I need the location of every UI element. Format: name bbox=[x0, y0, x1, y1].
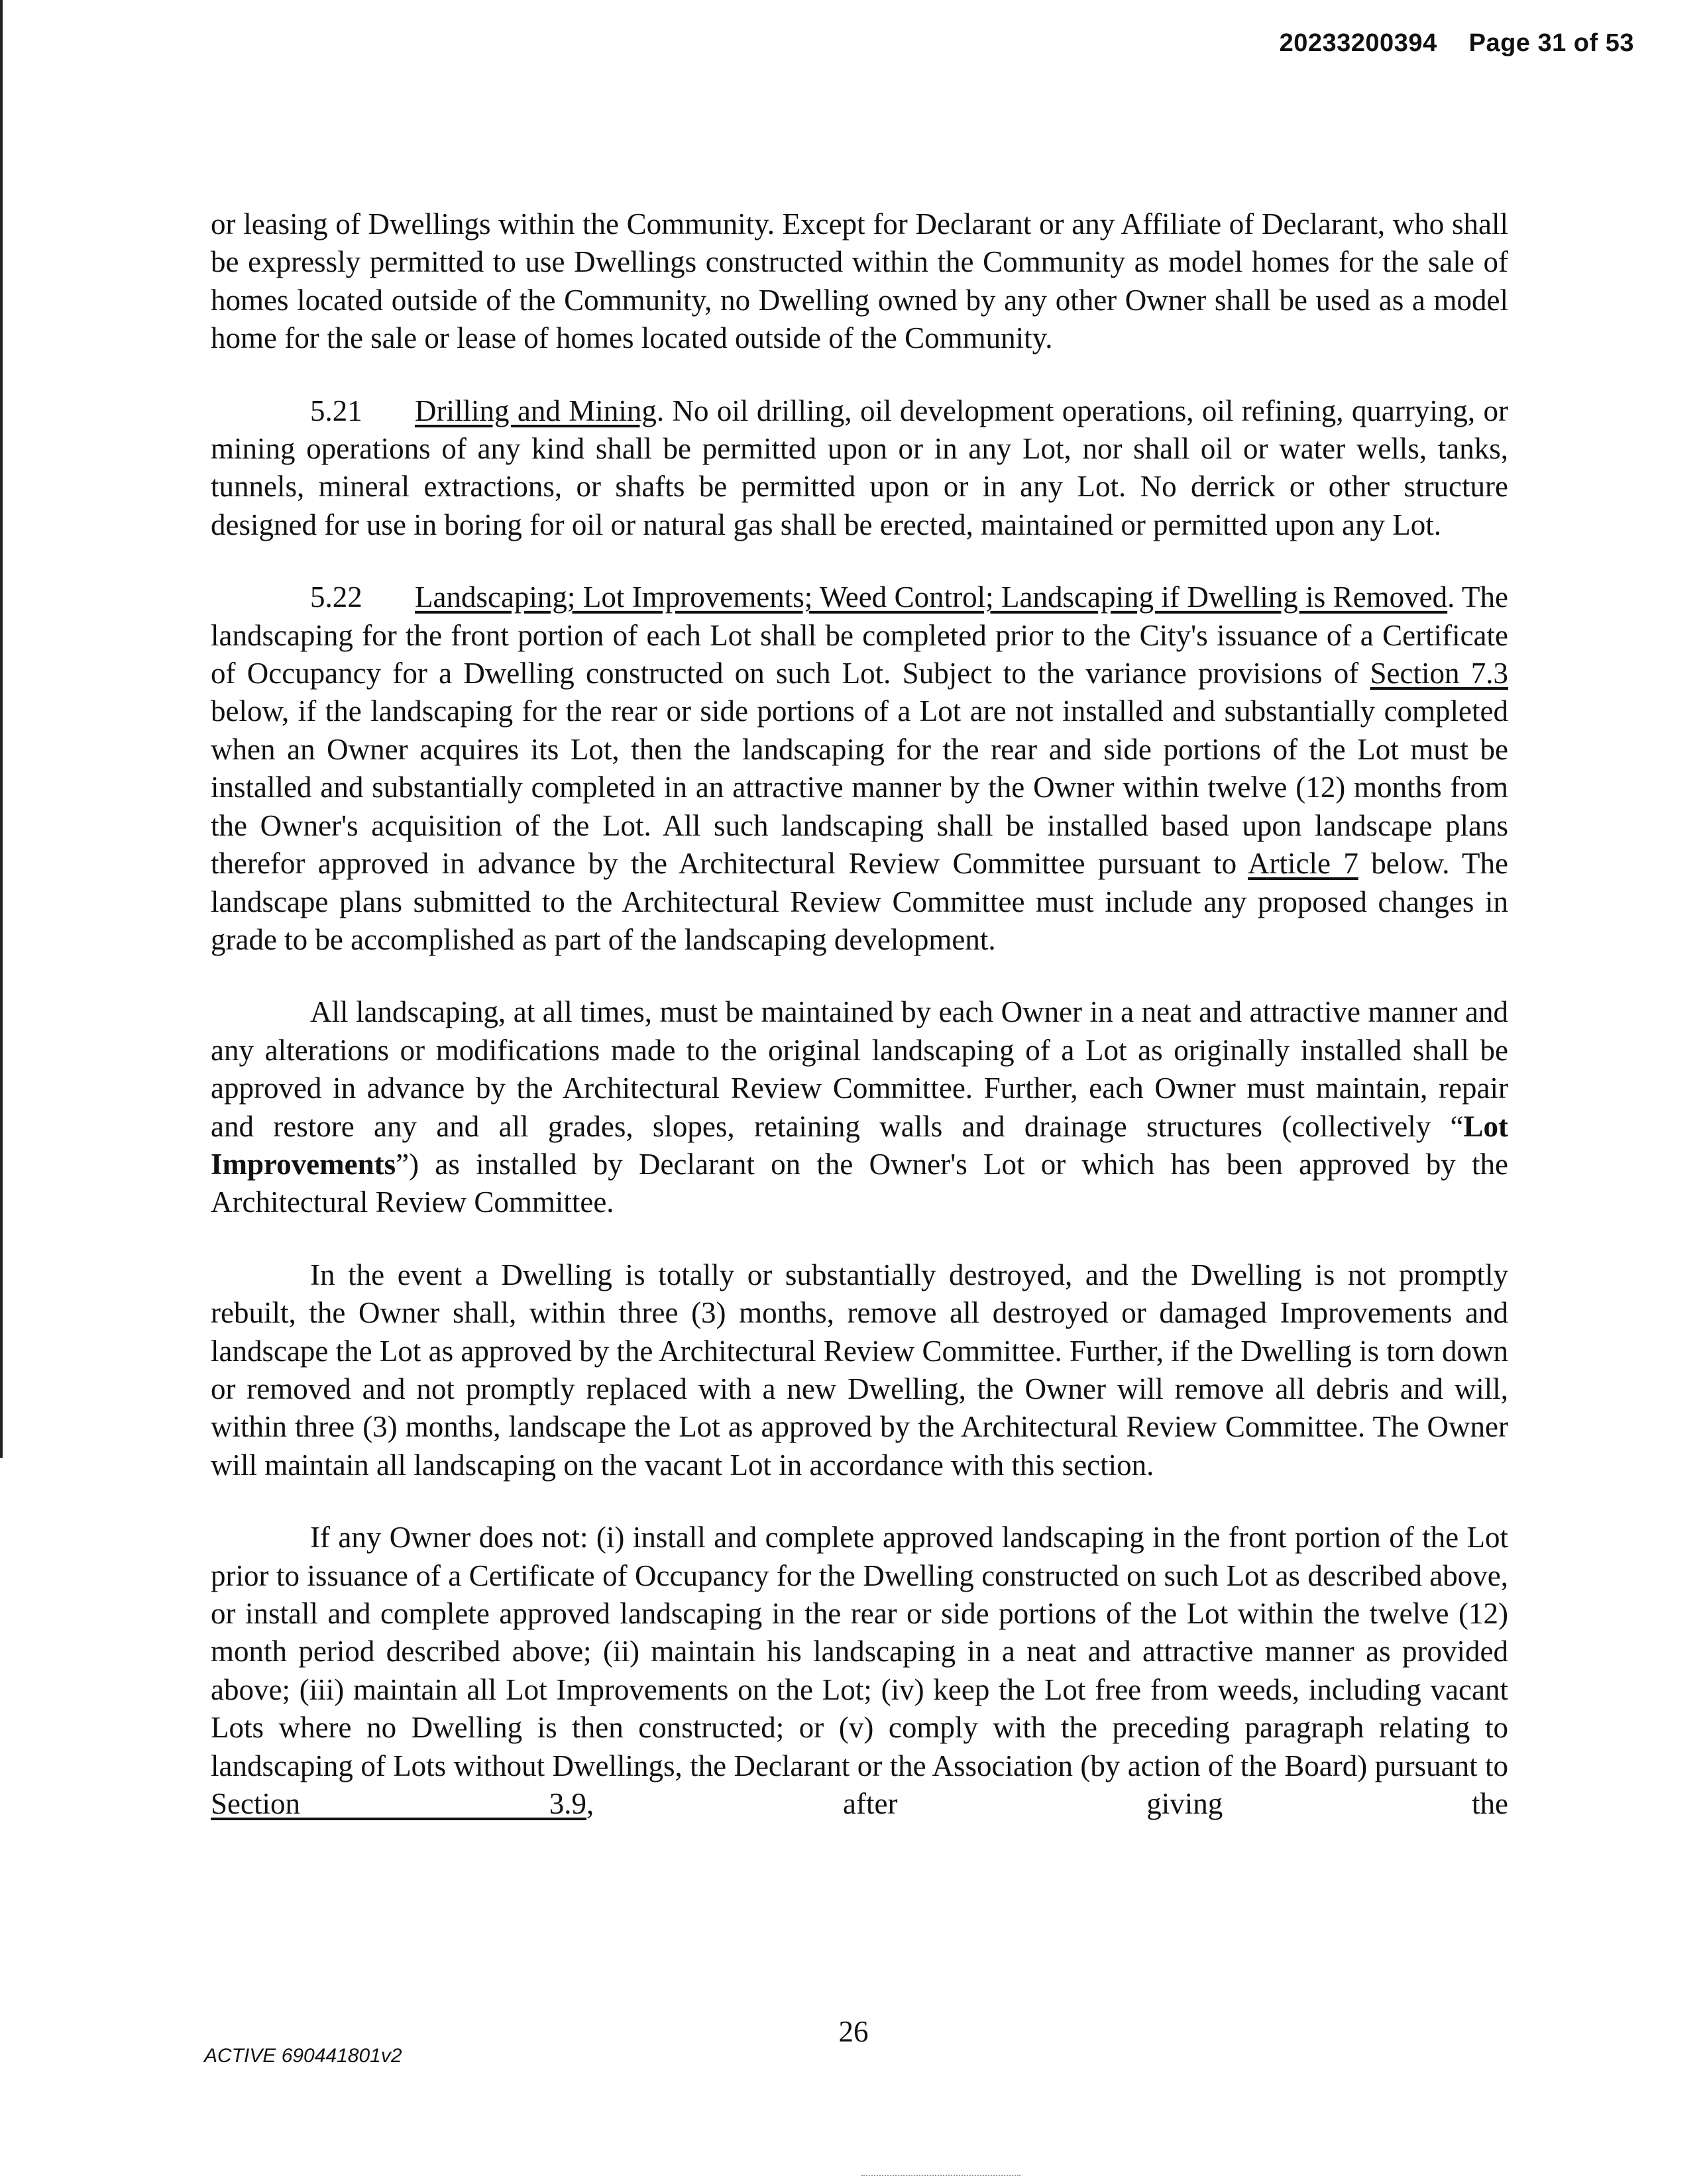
document-body bbox=[211, 205, 1508, 1823]
defined-term: Lot Improvements bbox=[211, 1109, 1508, 1181]
section-title: Landscaping; Lot Improvements; Weed Control; Landscaping if Dwelling is Removed bbox=[415, 580, 1448, 614]
paragraph-destroyed-dwelling: In the event a Dwelling is totally or substantially destroyed, and the Dwelling is not promptly rebuilt, the Owner shall, within three (3) months, remove all destroyed or damaged Improvements and landscape the Lot as approved by the Architectural Review Committee. Further, if the Dwelling is torn down or removed and not promptly replaced with a new Dwelling, the Owner will remove all debris and will, within three (3) months, landscape the Lot as approved by the Architectural Review Committee. The Owner will maintain all landscaping on the vacant Lot in accordance with this section. bbox=[211, 1258, 1508, 1482]
paragraph-text: If any Owner does not: (i) install and complete approved landscaping in the front portion of the Lot prior to issuance of a Certificate of Occupancy for the Dwelling constructed on such Lot as described above, or install and complete approved landscaping in the rear or side portions of the Lot within the twelve (12) month period described above; (ii) maintain his landscaping in a neat and attractive manner as provided above; (iii) maintain all Lot Improvements on the Lot; (iv) keep the Lot free from weeds, including vacant Lots where no Dwelling is then constructed; or (v) comply with the preceding paragraph relating to landscaping of Lots without Dwellings, the Declarant or the Association (by action of the Board) pursuant to bbox=[211, 1521, 1508, 1782]
cross-reference: Article 7 bbox=[1248, 847, 1358, 881]
section-text: . No oil drilling, oil development operations, oil refining, quarrying, or mining operations of any kind shall be permitted upon or in any Lot, nor shall oil or water wells, tanks, tunnels, mineral extractions, or shafts be permitted upon or in any Lot. No derrick or other structure designed for use in boring for oil or natural gas shall be erected, maintained or permitted upon any Lot. bbox=[211, 394, 1509, 541]
paragraph-continuation: or leasing of Dwellings within the Community. Except for Declarant or any Affiliate of Declarant, who shall be expressly permitted to use Dwellings constructed within the Community as model homes for the sale of homes located outside of the Community, no Dwelling owned by any other Owner shall be used as a model home for the sale or lease of homes located outside of the Community. bbox=[211, 207, 1508, 355]
page-edge-rule bbox=[0, 0, 3, 1458]
section-number: 5.21 bbox=[310, 394, 362, 427]
cross-reference: Section 7.3 bbox=[1370, 657, 1508, 690]
document-id: ACTIVE 690441801v2 bbox=[204, 2045, 402, 2067]
recording-header bbox=[1280, 29, 1634, 58]
section-5-21 bbox=[211, 392, 1508, 545]
paragraph-maintenance bbox=[211, 993, 1508, 1221]
page-label: Page 31 of 53 bbox=[1468, 29, 1634, 57]
paragraph-text: , after giving the bbox=[586, 1787, 1508, 1821]
scan-artifact bbox=[861, 2175, 1020, 2180]
section-text: . The landscaping for the front portion of each Lot shall be completed prior to the City's issuance of a Certificate of Occupancy for a Dwelling constructed on such Lot. Subject to the variance provisions of bbox=[211, 580, 1508, 690]
paragraph-text: ”) as installed by Declarant on the Owner's Lot or which has been approved by the Architectural Review Committee. bbox=[211, 1147, 1508, 1219]
paragraph-text: All landscaping, at all times, must be maintained by each Owner in a neat and attractive manner and any alterations or modifications made to the original landscaping of a Lot as originally installed shall be approved in advance by the Architectural Review Committee. Further, each Owner must maintain, repair and restore any and all grades, slopes, retaining walls and drainage structures (collectively “ bbox=[211, 995, 1508, 1143]
section-title: Drilling and Mining bbox=[415, 394, 657, 427]
cross-reference: Section 3.9 bbox=[211, 1787, 587, 1821]
section-text: below, if the landscaping for the rear or side portions of a Lot are not installed and substantially completed when an Owner acquires its Lot, then the landscaping for the rear and side portions of the Lot must be installed and substantially completed in an attractive manner by the Owner within twelve (12) months from the Owner's acquisition of the Lot. All such landscaping shall be installed based upon landscape plans therefor approved in advance by the Architectural Review Committee pursuant to bbox=[211, 694, 1508, 881]
section-text: below. The landscape plans submitted to the Architectural Review Committee must include any proposed changes in grade to be accomplished as part of the landscaping development. bbox=[211, 847, 1509, 956]
page-number: 26 bbox=[838, 2015, 869, 2048]
record-number: 20233200394 bbox=[1279, 29, 1437, 57]
section-5-22 bbox=[211, 578, 1508, 959]
paragraph-owner-failure bbox=[211, 1519, 1508, 1823]
section-number: 5.22 bbox=[310, 580, 362, 614]
